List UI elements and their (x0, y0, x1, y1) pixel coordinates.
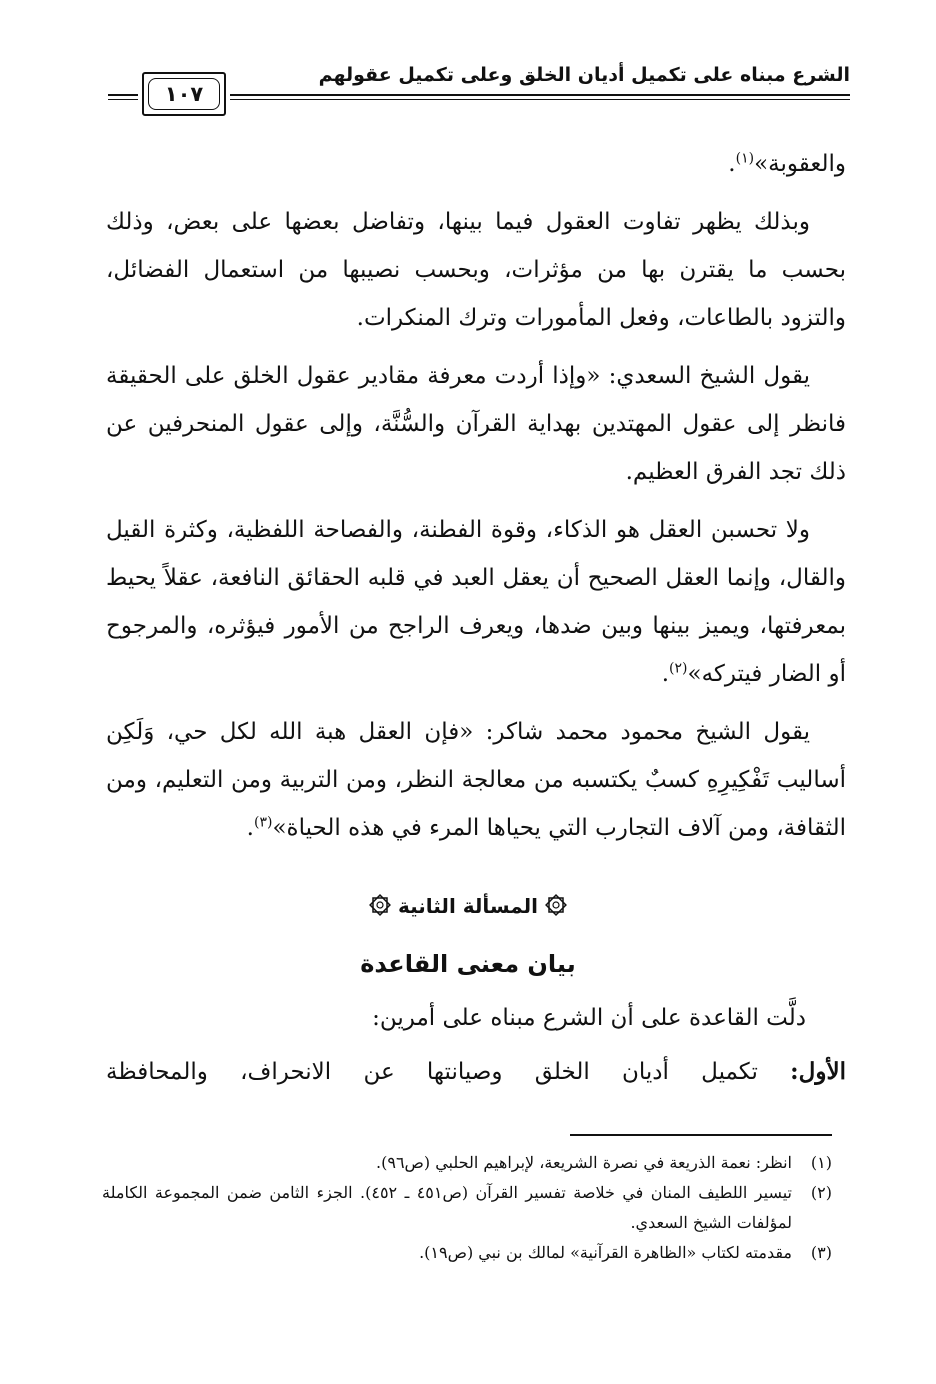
paragraph: وبذلك يظهر تفاوت العقول فيما بينها، وتفاضل بعضها على بعض، وذلك بحسب ما يقترن بها من مؤثرات، وبحسب نصيبها من استعمال الفضائل، والتزود بالطاعات، وفعل المأمورات وترك المنكرات. (106, 209, 846, 331)
running-header (108, 62, 850, 122)
footnote-number: (٢) (810, 1183, 832, 1202)
paragraph: ولا تحسبن العقل هو الذكاء، وقوة الفطنة، والفصاحة اللفظية، وكثرة القيل والقال، وإنما العقل الصحيح أن يعقل العبد في قلبه الحقائق النافعة، عقلاً يحيط بمعرفتها، ويميز بينها وبين ضدها، ويعرف الراجح من الأمور فيؤثره، والمرجوح أو الضار فيتركه»$^{(٢)}$. (106, 517, 846, 687)
body-text (106, 140, 846, 862)
footnote-number: (٣) (810, 1243, 832, 1262)
masala-heading: المسألة الثانية (397, 894, 539, 918)
footnote-number: (١) (810, 1153, 832, 1172)
section-heading (0, 893, 936, 922)
first-point (106, 1058, 846, 1085)
first-point-label: الأول: (790, 1058, 846, 1085)
footnote (102, 1148, 832, 1178)
paragraph: يقول الشيخ محمود محمد شاكر: «فإن العقل هبة الله لكل حي، وَلَكِن أساليب تَفْكِيرِهِ كسبٌ يكتسبه من معالجة النظر، ومن التربية ومن التعليم، ومن الثقافة، ومن آلاف التجارب التي يحياها المرء في هذه الحياة»$^{(٣)}$. (106, 719, 846, 841)
footnote-ref: (١) (735, 150, 755, 167)
page-number: ١٠٧ (148, 78, 220, 110)
page-number-box (142, 72, 226, 116)
paragraph: يقول الشيخ السعدي: «وإذا أردت معرفة مقادير عقول الخلق على الحقيقة فانظر إلى عقول المهتدين بهداية القرآن والسُّنَّة، وإلى عقول المنحرفين عن ذلك تجد الفرق العظيم. (106, 363, 846, 485)
section-intro: دلَّت القاعدة على أن الشرع مبناه على أمرين: (372, 1005, 806, 1031)
ornament-icon (544, 893, 568, 922)
footnote-text: مقدمته لكتاب «الظاهرة القرآنية» لمالك بن نبي (ص١٩). (419, 1243, 792, 1262)
footnote (102, 1178, 832, 1238)
footnote-text: انظر: نعمة الذريعة في نصرة الشريعة، لإبراهيم الحلبي (ص٩٦). (376, 1153, 792, 1172)
section-title: بيان معنى القاعدة (360, 950, 576, 978)
footnote-ref: (٣) (253, 814, 273, 831)
paragraph: والعقوبة»$^{(١)}$. (728, 150, 846, 177)
running-title: الشرع مبناه على تكميل أديان الخلق وعلى تكميل عقولهم (318, 64, 850, 86)
footnote-text: تيسير اللطيف المنان في خلاصة تفسير القرآن (ص٤٥١ ـ ٤٥٢). الجزء الثامن ضمن المجموعة الكاملة لمؤلفات الشيخ السعدي. (102, 1183, 793, 1232)
first-point-text: تكميل أديان الخلق وصيانتها عن الانحراف، والمحافظة (106, 1059, 758, 1085)
footnote (102, 1238, 832, 1268)
footnote-separator (570, 1134, 832, 1136)
footnote-ref: (٢) (669, 660, 688, 677)
ornament-icon (368, 893, 392, 922)
footnotes (102, 1148, 832, 1268)
